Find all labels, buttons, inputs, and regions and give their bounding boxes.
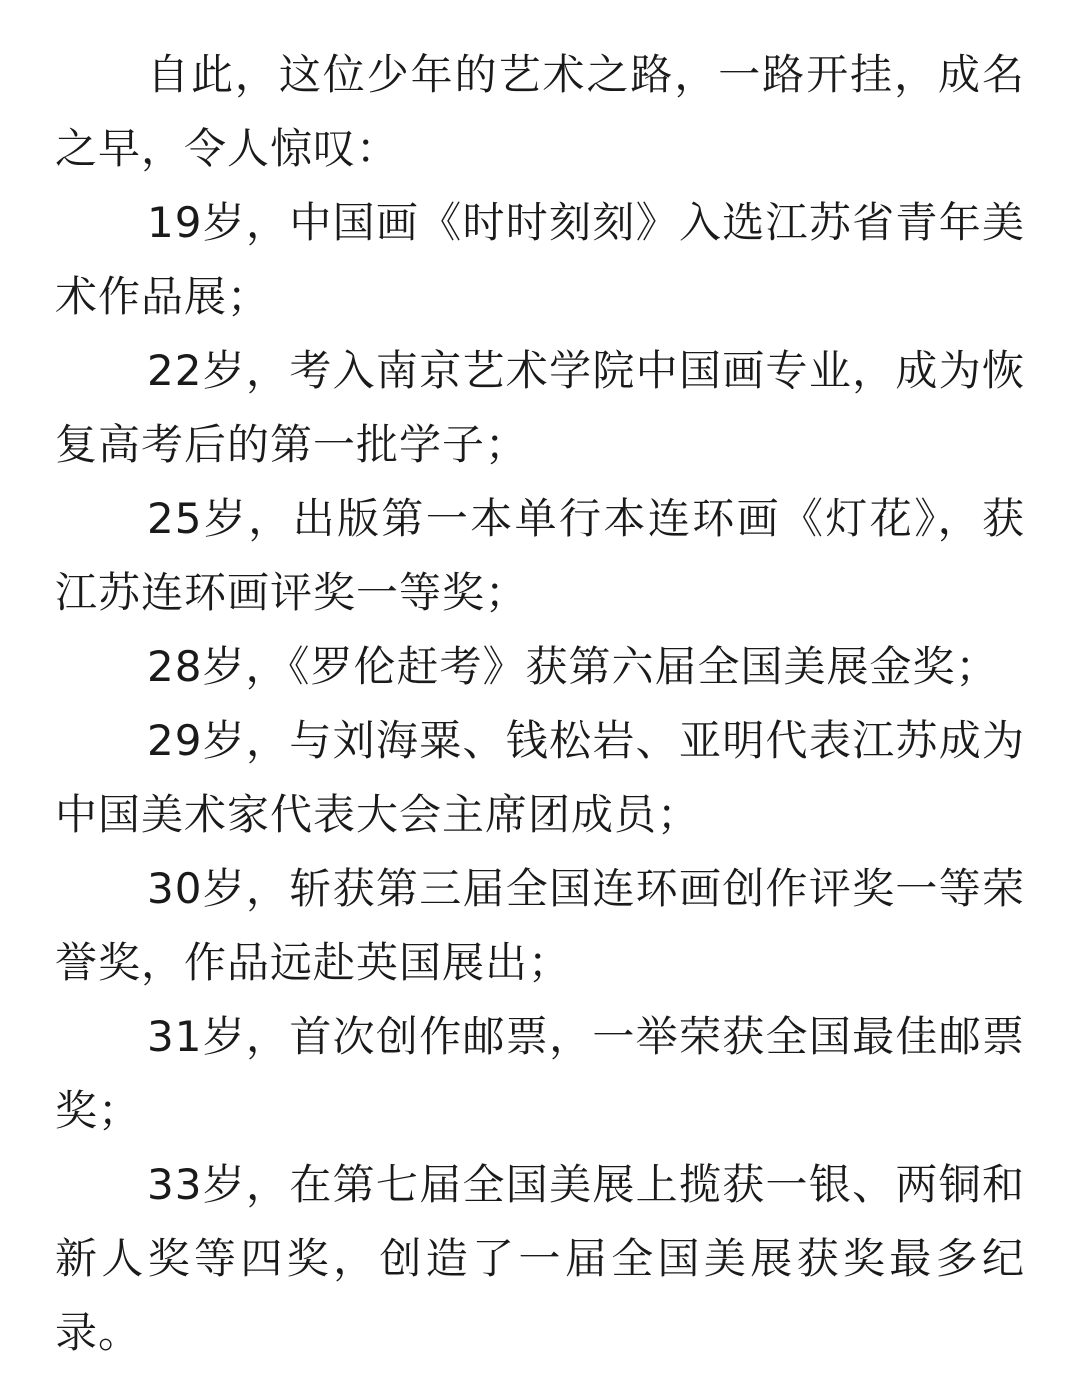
paragraph-age-22: 22岁，考入南京艺术学院中国画专业，成为恢复高考后的第一批学子； — [55, 346, 1025, 469]
paragraph-age-25: 25岁，出版第一本单行本连环画《灯花》，获江苏连环画评奖一等奖； — [55, 494, 1025, 617]
paragraph-age-29: 29岁，与刘海粟、钱松岩、亚明代表江苏成为中国美术家代表大会主席团成员； — [55, 716, 1025, 839]
paragraph-intro: 自此，这位少年的艺术之路，一路开挂，成名之早，令人惊叹： — [55, 50, 1025, 173]
paragraph-age-28: 28岁，《罗伦赶考》获第六届全国美展金奖； — [147, 642, 999, 691]
paragraph-age-19: 19岁，中国画《时时刻刻》入选江苏省青年美术作品展； — [55, 198, 1025, 321]
paragraph-age-33: 33岁，在第七届全国美展上揽获一银、两铜和新人奖等四奖，创造了一届全国美展获奖最多纪录。 — [55, 1160, 1025, 1357]
paragraph-age-31: 31岁，首次创作邮票，一举荣获全国最佳邮票奖； — [55, 1012, 1025, 1135]
paragraph-age-30: 30岁，斩获第三届全国连环画创作评奖一等荣誉奖，作品远赴英国展出； — [55, 864, 1025, 987]
